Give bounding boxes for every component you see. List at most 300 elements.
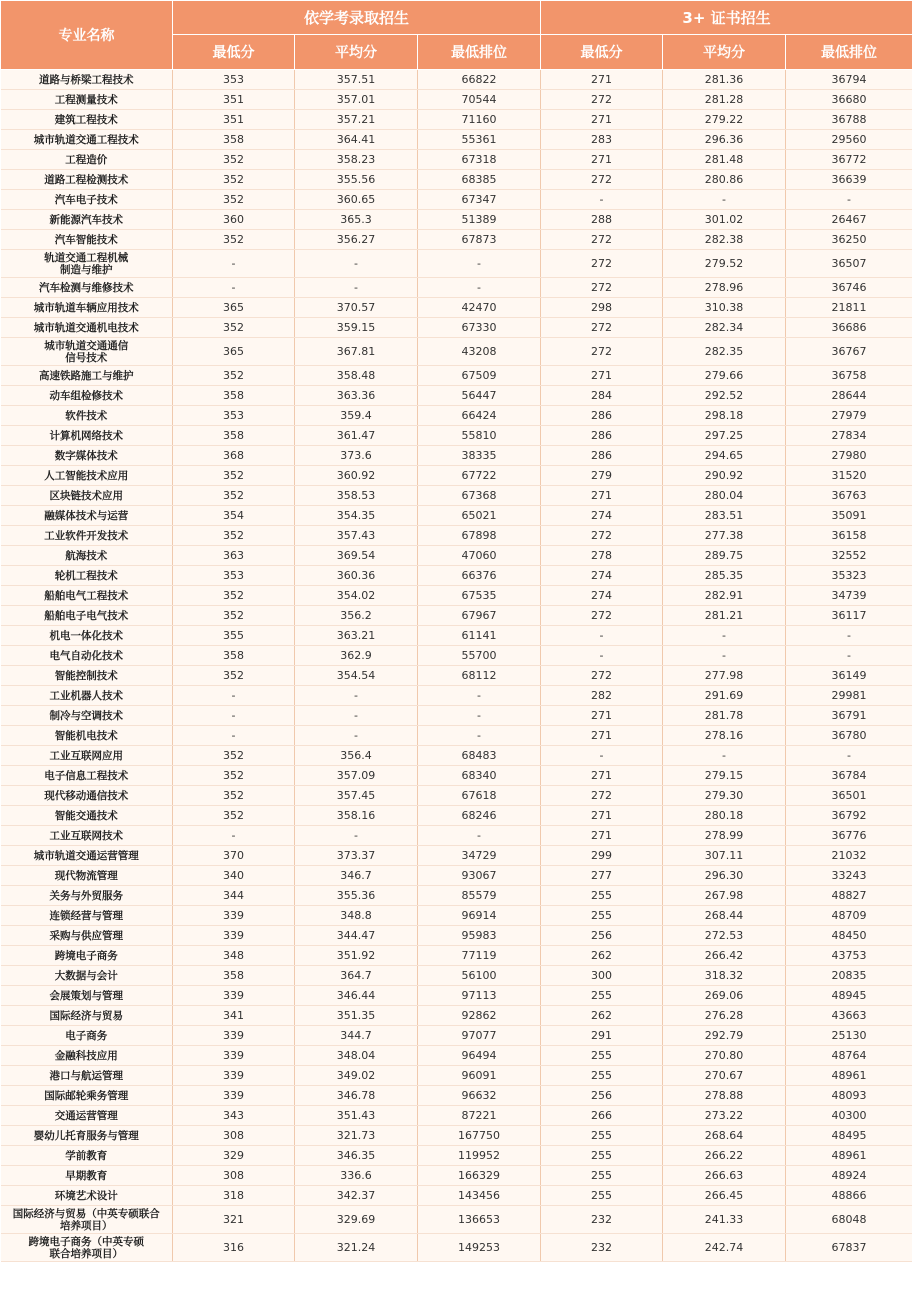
table-row bbox=[1, 546, 912, 566]
gaokao-avg-score-cell: 349.02 bbox=[295, 1066, 418, 1086]
gaokao-min-score-cell: 352 bbox=[173, 466, 295, 486]
cert-min-rank-cell: 36784 bbox=[786, 766, 912, 786]
gaokao-min-score-cell: 353 bbox=[173, 406, 295, 426]
gaokao-min-score-cell: 370 bbox=[173, 846, 295, 866]
major-name-cell: 制冷与空调技术 bbox=[1, 706, 173, 726]
gaokao-avg-score-cell: 354.02 bbox=[295, 586, 418, 606]
cert-avg-score-cell: 296.30 bbox=[663, 866, 786, 886]
table-row bbox=[1, 406, 912, 426]
cert-min-score-cell: 255 bbox=[541, 1066, 663, 1086]
table-row bbox=[1, 110, 912, 130]
table-row bbox=[1, 786, 912, 806]
cert-min-rank-cell: 21032 bbox=[786, 846, 912, 866]
table-row bbox=[1, 150, 912, 170]
gaokao-min-rank-cell: 34729 bbox=[418, 846, 541, 866]
gaokao-min-rank-cell: 67330 bbox=[418, 318, 541, 338]
gaokao-min-score-cell: 353 bbox=[173, 70, 295, 90]
gaokao-min-score-cell: - bbox=[173, 278, 295, 298]
cert-avg-score-cell: 277.38 bbox=[663, 526, 786, 546]
major-name-cell: 软件技术 bbox=[1, 406, 173, 426]
cert-min-score-cell: 271 bbox=[541, 826, 663, 846]
table-row bbox=[1, 366, 912, 386]
cert-min-rank-cell: 36772 bbox=[786, 150, 912, 170]
table-row bbox=[1, 866, 912, 886]
cert-min-rank-cell: 29560 bbox=[786, 130, 912, 150]
cert-avg-score-cell: 289.75 bbox=[663, 546, 786, 566]
cert-avg-score-cell: 278.16 bbox=[663, 726, 786, 746]
gaokao-min-score-cell: 352 bbox=[173, 318, 295, 338]
cert-avg-score-cell: 280.04 bbox=[663, 486, 786, 506]
cert-min-score-cell: 255 bbox=[541, 1166, 663, 1186]
gaokao-avg-score-cell: 359.4 bbox=[295, 406, 418, 426]
major-name-cell: 采购与供应管理 bbox=[1, 926, 173, 946]
cert-min-rank-cell: 36686 bbox=[786, 318, 912, 338]
cert-min-score-cell: - bbox=[541, 626, 663, 646]
gaokao-min-rank-cell: 68483 bbox=[418, 746, 541, 766]
table-row bbox=[1, 826, 912, 846]
cert-avg-score-cell: 273.22 bbox=[663, 1106, 786, 1126]
major-name-cell: 城市轨道车辆应用技术 bbox=[1, 298, 173, 318]
cert-min-rank-cell: 48495 bbox=[786, 1126, 912, 1146]
cert-min-rank-cell: 36780 bbox=[786, 726, 912, 746]
cert-min-rank-cell: - bbox=[786, 746, 912, 766]
gaokao-min-score-cell: 341 bbox=[173, 1006, 295, 1026]
major-name-cell: 智能交通技术 bbox=[1, 806, 173, 826]
gaokao-min-score-cell: 352 bbox=[173, 606, 295, 626]
major-name-cell: 汽车智能技术 bbox=[1, 230, 173, 250]
cert-min-score-cell: 274 bbox=[541, 566, 663, 586]
cert-avg-score-cell: 292.52 bbox=[663, 386, 786, 406]
gaokao-avg-score-cell: 373.6 bbox=[295, 446, 418, 466]
gaokao-min-rank-cell: 67873 bbox=[418, 230, 541, 250]
cert-avg-score-cell: 283.51 bbox=[663, 506, 786, 526]
cert-avg-score-cell: 266.45 bbox=[663, 1186, 786, 1206]
gaokao-avg-score-cell: 364.41 bbox=[295, 130, 418, 150]
gaokao-min-score-cell: 352 bbox=[173, 746, 295, 766]
cert-min-score-cell: 274 bbox=[541, 506, 663, 526]
cert-min-rank-header: 最低排位 bbox=[786, 35, 912, 70]
cert-min-score-cell: 272 bbox=[541, 90, 663, 110]
gaokao-avg-score-cell: 356.27 bbox=[295, 230, 418, 250]
cert-min-score-cell: 286 bbox=[541, 426, 663, 446]
cert-avg-score-cell: 291.69 bbox=[663, 686, 786, 706]
cert-min-score-cell: 272 bbox=[541, 278, 663, 298]
cert-min-score-cell: 255 bbox=[541, 906, 663, 926]
table-row bbox=[1, 298, 912, 318]
gaokao-min-rank-cell: 42470 bbox=[418, 298, 541, 318]
cert-min-rank-cell: 48764 bbox=[786, 1046, 912, 1066]
table-row bbox=[1, 1166, 912, 1186]
major-name-cell: 工程造价 bbox=[1, 150, 173, 170]
cert-avg-score-cell: 279.52 bbox=[663, 250, 786, 278]
cert-avg-score-cell: 282.91 bbox=[663, 586, 786, 606]
table-row bbox=[1, 1086, 912, 1106]
cert-min-rank-cell: 48924 bbox=[786, 1166, 912, 1186]
gaokao-min-score-cell: 352 bbox=[173, 230, 295, 250]
gaokao-min-score-cell: 352 bbox=[173, 170, 295, 190]
gaokao-avg-score-cell: 351.92 bbox=[295, 946, 418, 966]
cert-min-score-cell: 271 bbox=[541, 366, 663, 386]
cert-min-rank-cell: 26467 bbox=[786, 210, 912, 230]
gaokao-min-rank-cell: 67368 bbox=[418, 486, 541, 506]
table-row bbox=[1, 686, 912, 706]
gaokao-avg-score-cell: 364.7 bbox=[295, 966, 418, 986]
table-row bbox=[1, 1186, 912, 1206]
cert-min-score-cell: 272 bbox=[541, 526, 663, 546]
cert-min-rank-cell: 27979 bbox=[786, 406, 912, 426]
cert-avg-score-cell: 296.36 bbox=[663, 130, 786, 150]
cert-min-rank-cell: 36767 bbox=[786, 338, 912, 366]
gaokao-min-score-cell: 339 bbox=[173, 926, 295, 946]
gaokao-avg-score-cell: 358.16 bbox=[295, 806, 418, 826]
gaokao-min-rank-cell: 149253 bbox=[418, 1234, 541, 1262]
cert-min-score-cell: 291 bbox=[541, 1026, 663, 1046]
cert-avg-score-cell: 278.88 bbox=[663, 1086, 786, 1106]
cert-avg-score-cell: 270.67 bbox=[663, 1066, 786, 1086]
cert-min-score-cell: 277 bbox=[541, 866, 663, 886]
major-name-cell: 城市轨道交通机电技术 bbox=[1, 318, 173, 338]
gaokao-min-score-cell: 344 bbox=[173, 886, 295, 906]
cert-avg-score-cell: 281.78 bbox=[663, 706, 786, 726]
gaokao-avg-score-cell: 348.04 bbox=[295, 1046, 418, 1066]
cert-avg-score-cell: - bbox=[663, 626, 786, 646]
cert-min-rank-cell: 43753 bbox=[786, 946, 912, 966]
gaokao-min-score-cell: 348 bbox=[173, 946, 295, 966]
gaokao-min-rank-cell: 66822 bbox=[418, 70, 541, 90]
major-name-cell: 智能控制技术 bbox=[1, 666, 173, 686]
gaokao-avg-score-cell: 357.01 bbox=[295, 90, 418, 110]
gaokao-min-rank-cell: 43208 bbox=[418, 338, 541, 366]
gaokao-avg-score-cell: 356.4 bbox=[295, 746, 418, 766]
gaokao-avg-score-cell: 342.37 bbox=[295, 1186, 418, 1206]
table-row bbox=[1, 466, 912, 486]
major-name-cell: 工程测量技术 bbox=[1, 90, 173, 110]
major-name-cell: 高速铁路施工与维护 bbox=[1, 366, 173, 386]
cert-avg-score-header: 平均分 bbox=[663, 35, 786, 70]
cert-avg-score-cell: 279.66 bbox=[663, 366, 786, 386]
gaokao-min-score-cell: 358 bbox=[173, 966, 295, 986]
cert-avg-score-cell: 278.96 bbox=[663, 278, 786, 298]
gaokao-avg-score-cell: 367.81 bbox=[295, 338, 418, 366]
gaokao-min-rank-cell: 77119 bbox=[418, 946, 541, 966]
gaokao-min-rank-cell: 67318 bbox=[418, 150, 541, 170]
major-name-cell: 道路与桥梁工程技术 bbox=[1, 70, 173, 90]
cert-avg-score-cell: 285.35 bbox=[663, 566, 786, 586]
cert-min-rank-cell: 36794 bbox=[786, 70, 912, 90]
gaokao-min-score-cell: 351 bbox=[173, 90, 295, 110]
gaokao-avg-score-cell: 355.36 bbox=[295, 886, 418, 906]
gaokao-min-rank-cell: 67898 bbox=[418, 526, 541, 546]
cert-avg-score-cell: 280.18 bbox=[663, 806, 786, 826]
gaokao-avg-score-cell: - bbox=[295, 250, 418, 278]
gaokao-min-score-cell: 352 bbox=[173, 150, 295, 170]
gaokao-min-score-cell: 352 bbox=[173, 666, 295, 686]
gaokao-avg-score-cell: - bbox=[295, 826, 418, 846]
table-row bbox=[1, 170, 912, 190]
cert-min-rank-cell: 48093 bbox=[786, 1086, 912, 1106]
gaokao-avg-score-cell: 336.6 bbox=[295, 1166, 418, 1186]
table-row bbox=[1, 926, 912, 946]
gaokao-avg-score-cell: - bbox=[295, 278, 418, 298]
cert-avg-score-cell: - bbox=[663, 190, 786, 210]
major-name-cell: 婴幼儿托育服务与管理 bbox=[1, 1126, 173, 1146]
major-name-cell: 工业机器人技术 bbox=[1, 686, 173, 706]
gaokao-min-score-cell: 318 bbox=[173, 1186, 295, 1206]
gaokao-avg-score-cell: 351.43 bbox=[295, 1106, 418, 1126]
table-row bbox=[1, 766, 912, 786]
table-row bbox=[1, 190, 912, 210]
gaokao-avg-score-cell: - bbox=[295, 726, 418, 746]
major-name-cell: 工业软件开发技术 bbox=[1, 526, 173, 546]
major-name-cell: 道路工程检测技术 bbox=[1, 170, 173, 190]
gaokao-min-score-cell: 358 bbox=[173, 426, 295, 446]
cert-min-rank-cell: 48827 bbox=[786, 886, 912, 906]
cert-min-rank-cell: 32552 bbox=[786, 546, 912, 566]
gaokao-avg-score-cell: 357.45 bbox=[295, 786, 418, 806]
table-row bbox=[1, 846, 912, 866]
cert-min-score-cell: 232 bbox=[541, 1206, 663, 1234]
table-row bbox=[1, 1106, 912, 1126]
cert-min-rank-cell: 48866 bbox=[786, 1186, 912, 1206]
gaokao-min-rank-cell: 51389 bbox=[418, 210, 541, 230]
table-row bbox=[1, 1234, 912, 1262]
table-row bbox=[1, 986, 912, 1006]
gaokao-min-rank-cell: 67722 bbox=[418, 466, 541, 486]
table-row bbox=[1, 250, 912, 278]
gaokao-avg-score-cell: 369.54 bbox=[295, 546, 418, 566]
major-name-cell: 电子信息工程技术 bbox=[1, 766, 173, 786]
gaokao-min-score-cell: - bbox=[173, 250, 295, 278]
gaokao-min-rank-cell: 136653 bbox=[418, 1206, 541, 1234]
cert-min-score-cell: 299 bbox=[541, 846, 663, 866]
cert-min-rank-cell: 28644 bbox=[786, 386, 912, 406]
cert-avg-score-cell: 241.33 bbox=[663, 1206, 786, 1234]
table-row bbox=[1, 386, 912, 406]
cert-min-rank-cell: 67837 bbox=[786, 1234, 912, 1262]
table-row bbox=[1, 646, 912, 666]
gaokao-min-rank-cell: 38335 bbox=[418, 446, 541, 466]
gaokao-min-rank-cell: 66424 bbox=[418, 406, 541, 426]
table-row bbox=[1, 626, 912, 646]
gaokao-avg-score-cell: 344.47 bbox=[295, 926, 418, 946]
gaokao-avg-score-cell: - bbox=[295, 706, 418, 726]
gaokao-avg-score-cell: 373.37 bbox=[295, 846, 418, 866]
major-name-cell: 动车组检修技术 bbox=[1, 386, 173, 406]
gaokao-avg-score-cell: 365.3 bbox=[295, 210, 418, 230]
gaokao-avg-score-cell: 346.44 bbox=[295, 986, 418, 1006]
table-row bbox=[1, 70, 912, 90]
cert-min-rank-cell: 27834 bbox=[786, 426, 912, 446]
cert-avg-score-cell: 281.21 bbox=[663, 606, 786, 626]
cert-avg-score-cell: 282.35 bbox=[663, 338, 786, 366]
gaokao-min-score-cell: 339 bbox=[173, 1086, 295, 1106]
major-name-header: 专业名称 bbox=[1, 1, 173, 70]
cert-min-score-cell: 286 bbox=[541, 446, 663, 466]
cert-min-score-cell: 256 bbox=[541, 1086, 663, 1106]
cert-avg-score-cell: 298.18 bbox=[663, 406, 786, 426]
table-row bbox=[1, 566, 912, 586]
major-name-cell: 跨境电子商务（中英专硕 联合培养项目） bbox=[1, 1234, 173, 1262]
gaokao-min-rank-cell: 96914 bbox=[418, 906, 541, 926]
cert-min-rank-cell: 48945 bbox=[786, 986, 912, 1006]
gaokao-min-score-cell: 352 bbox=[173, 766, 295, 786]
gaokao-min-rank-cell: 56447 bbox=[418, 386, 541, 406]
gaokao-min-rank-cell: 67967 bbox=[418, 606, 541, 626]
gaokao-min-rank-cell: 67535 bbox=[418, 586, 541, 606]
gaokao-avg-score-cell: 357.21 bbox=[295, 110, 418, 130]
cert-min-rank-cell: 48709 bbox=[786, 906, 912, 926]
gaokao-avg-score-cell: 358.23 bbox=[295, 150, 418, 170]
major-name-cell: 大数据与会计 bbox=[1, 966, 173, 986]
certificate-group-header: 3+ 证书招生 bbox=[541, 1, 912, 35]
major-name-cell: 电子商务 bbox=[1, 1026, 173, 1046]
table-row bbox=[1, 666, 912, 686]
cert-avg-score-cell: 297.25 bbox=[663, 426, 786, 446]
cert-min-rank-cell: 35323 bbox=[786, 566, 912, 586]
cert-avg-score-cell: 279.30 bbox=[663, 786, 786, 806]
cert-min-rank-cell: 33243 bbox=[786, 866, 912, 886]
gaokao-min-rank-cell: 61141 bbox=[418, 626, 541, 646]
gaokao-min-rank-cell: 71160 bbox=[418, 110, 541, 130]
cert-avg-score-cell: 310.38 bbox=[663, 298, 786, 318]
table-row bbox=[1, 1206, 912, 1234]
cert-avg-score-cell: 279.15 bbox=[663, 766, 786, 786]
gaokao-avg-score-cell: 363.21 bbox=[295, 626, 418, 646]
cert-min-score-cell: 256 bbox=[541, 926, 663, 946]
major-name-cell: 环境艺术设计 bbox=[1, 1186, 173, 1206]
gaokao-avg-score-cell: 357.09 bbox=[295, 766, 418, 786]
major-name-cell: 轨道交通工程机械 制造与维护 bbox=[1, 250, 173, 278]
cert-avg-score-cell: 278.99 bbox=[663, 826, 786, 846]
cert-min-score-cell: 272 bbox=[541, 318, 663, 338]
cert-min-rank-cell: 27980 bbox=[786, 446, 912, 466]
table-row bbox=[1, 966, 912, 986]
table-row bbox=[1, 506, 912, 526]
major-name-cell: 工业互联网技术 bbox=[1, 826, 173, 846]
gaokao-min-rank-cell: 56100 bbox=[418, 966, 541, 986]
table-row bbox=[1, 526, 912, 546]
gaokao-min-rank-cell: 96494 bbox=[418, 1046, 541, 1066]
major-name-cell: 国际经济与贸易（中英专硕联合 培养项目） bbox=[1, 1206, 173, 1234]
cert-min-rank-cell: 36791 bbox=[786, 706, 912, 726]
major-name-cell: 计算机网络技术 bbox=[1, 426, 173, 446]
major-name-cell: 城市轨道交通运营管理 bbox=[1, 846, 173, 866]
gaokao-min-rank-cell: 93067 bbox=[418, 866, 541, 886]
gaokao-min-rank-cell: 97113 bbox=[418, 986, 541, 1006]
major-name-cell: 现代移动通信技术 bbox=[1, 786, 173, 806]
major-name-cell: 国际经济与贸易 bbox=[1, 1006, 173, 1026]
cert-min-score-cell: 262 bbox=[541, 946, 663, 966]
gaokao-min-score-cell: - bbox=[173, 686, 295, 706]
gaokao-min-rank-cell: 68112 bbox=[418, 666, 541, 686]
gaokao-min-score-cell: 308 bbox=[173, 1126, 295, 1146]
table-row bbox=[1, 318, 912, 338]
gaokao-avg-score-cell: 357.43 bbox=[295, 526, 418, 546]
gaokao-min-rank-cell: 96091 bbox=[418, 1066, 541, 1086]
table-row bbox=[1, 1066, 912, 1086]
cert-min-rank-cell: 36117 bbox=[786, 606, 912, 626]
cert-min-score-cell: 272 bbox=[541, 250, 663, 278]
gaokao-avg-score-cell: 363.36 bbox=[295, 386, 418, 406]
gaokao-avg-score-cell: 346.78 bbox=[295, 1086, 418, 1106]
gaokao-min-rank-cell: 65021 bbox=[418, 506, 541, 526]
gaokao-min-score-cell: 352 bbox=[173, 190, 295, 210]
gaokao-min-score-cell: - bbox=[173, 706, 295, 726]
gaokao-min-rank-cell: 96632 bbox=[418, 1086, 541, 1106]
major-name-cell: 船舶电气工程技术 bbox=[1, 586, 173, 606]
table-row bbox=[1, 806, 912, 826]
gaokao-min-score-cell: 363 bbox=[173, 546, 295, 566]
major-name-cell: 融媒体技术与运营 bbox=[1, 506, 173, 526]
cert-min-rank-cell: 20835 bbox=[786, 966, 912, 986]
cert-min-rank-cell: 21811 bbox=[786, 298, 912, 318]
cert-min-rank-cell: 36158 bbox=[786, 526, 912, 546]
cert-min-rank-cell: - bbox=[786, 626, 912, 646]
gaokao-min-score-cell: 352 bbox=[173, 786, 295, 806]
cert-min-score-cell: 262 bbox=[541, 1006, 663, 1026]
cert-avg-score-cell: 267.98 bbox=[663, 886, 786, 906]
major-name-cell: 电气自动化技术 bbox=[1, 646, 173, 666]
cert-min-score-cell: 279 bbox=[541, 466, 663, 486]
table-row bbox=[1, 1026, 912, 1046]
major-name-cell: 区块链技术应用 bbox=[1, 486, 173, 506]
cert-min-score-cell: 271 bbox=[541, 486, 663, 506]
gaokao-avg-score-cell: 321.24 bbox=[295, 1234, 418, 1262]
cert-avg-score-cell: 242.74 bbox=[663, 1234, 786, 1262]
gaokao-avg-score-cell: 344.7 bbox=[295, 1026, 418, 1046]
cert-min-score-cell: 271 bbox=[541, 766, 663, 786]
gaokao-min-rank-cell: - bbox=[418, 826, 541, 846]
major-name-cell: 城市轨道交通通信 信号技术 bbox=[1, 338, 173, 366]
cert-min-rank-cell: 36792 bbox=[786, 806, 912, 826]
table-row bbox=[1, 130, 912, 150]
gaokao-min-rank-cell: - bbox=[418, 278, 541, 298]
gaokao-min-rank-cell: - bbox=[418, 726, 541, 746]
cert-min-score-cell: 272 bbox=[541, 666, 663, 686]
gaokao-min-rank-cell: 55361 bbox=[418, 130, 541, 150]
gaokao-min-score-cell: 329 bbox=[173, 1146, 295, 1166]
gaokao-min-score-cell: 355 bbox=[173, 626, 295, 646]
cert-min-score-cell: 271 bbox=[541, 110, 663, 130]
gaokao-min-score-header: 最低分 bbox=[173, 35, 295, 70]
gaokao-min-rank-cell: 55810 bbox=[418, 426, 541, 446]
cert-avg-score-cell: 282.38 bbox=[663, 230, 786, 250]
cert-min-rank-cell: 48450 bbox=[786, 926, 912, 946]
cert-min-score-cell: 255 bbox=[541, 1146, 663, 1166]
cert-avg-score-cell: 282.34 bbox=[663, 318, 786, 338]
gaokao-avg-score-cell: 329.69 bbox=[295, 1206, 418, 1234]
gaokao-avg-score-cell: 351.35 bbox=[295, 1006, 418, 1026]
table-row bbox=[1, 946, 912, 966]
cert-min-score-cell: 300 bbox=[541, 966, 663, 986]
cert-min-score-cell: 272 bbox=[541, 606, 663, 626]
major-name-cell: 船舶电子电气技术 bbox=[1, 606, 173, 626]
major-name-cell: 早期教育 bbox=[1, 1166, 173, 1186]
table-row bbox=[1, 486, 912, 506]
gaokao-min-score-cell: 339 bbox=[173, 1026, 295, 1046]
gaokao-avg-score-cell: 346.35 bbox=[295, 1146, 418, 1166]
major-name-cell: 现代物流管理 bbox=[1, 866, 173, 886]
cert-min-score-cell: 271 bbox=[541, 706, 663, 726]
cert-avg-score-cell: - bbox=[663, 646, 786, 666]
table-row bbox=[1, 230, 912, 250]
cert-min-rank-cell: 34739 bbox=[786, 586, 912, 606]
cert-min-score-cell: 286 bbox=[541, 406, 663, 426]
table-row bbox=[1, 1046, 912, 1066]
cert-min-rank-cell: - bbox=[786, 190, 912, 210]
major-name-cell: 机电一体化技术 bbox=[1, 626, 173, 646]
gaokao-avg-score-cell: 321.73 bbox=[295, 1126, 418, 1146]
